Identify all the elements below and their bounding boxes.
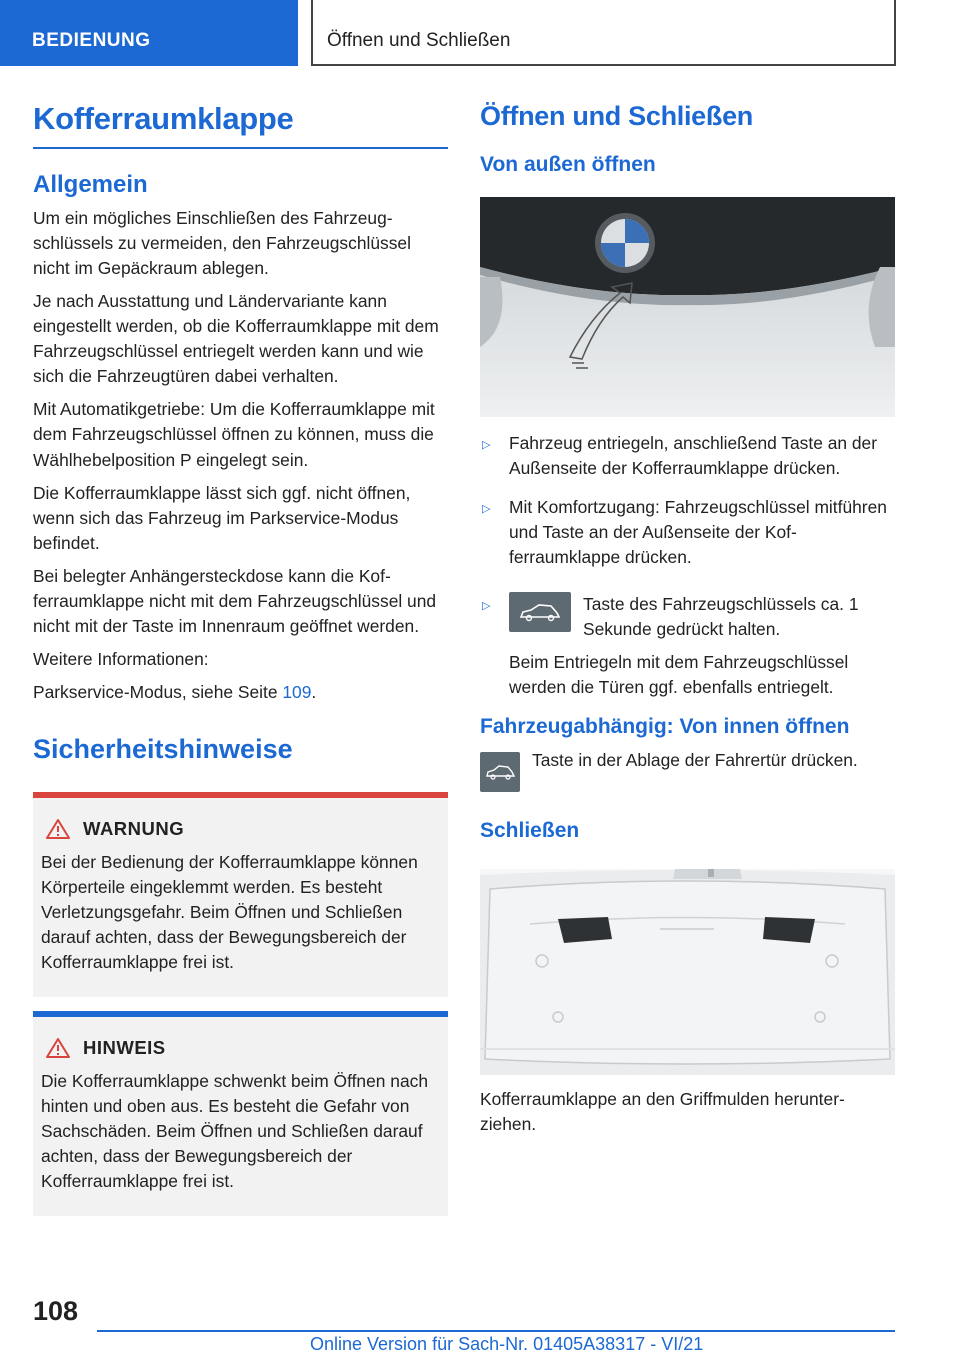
notice-text: Die Kofferraumklappe schwenkt beim Öffnen nach hinten und oben aus. Es besteht die Gefahr von Sachschäden. Beim Öffnen und Schließen darauf achten, dass der Bewegungsbereich der Kofferraumklappe frei ist. — [41, 1070, 428, 1192]
warning-triangle-icon — [45, 1037, 71, 1059]
paragraph: Mit Automatikgetriebe: Um die Kofferraumklappe mit dem Fahrzeugschlüssel öffnen zu können, muss die Wählhebelposition P eingelegt sein. — [33, 399, 435, 470]
warning-triangle-icon — [45, 818, 71, 840]
list-item — [480, 592, 895, 700]
warning-title: WARNUNG — [83, 817, 185, 839]
trunk-key-icon — [509, 592, 571, 632]
page-link[interactable]: 109 — [282, 682, 312, 703]
notice-box — [33, 1011, 448, 1216]
inside-heading: Fahrzeugabhängig: Von innen öffnen — [480, 715, 850, 739]
trunk-button-photo — [480, 197, 895, 417]
list-item — [480, 495, 895, 570]
list-item-text: Mit Komfortzugang: Fahrzeugschlüssel mitführen und Taste an der Außenseite der Kofferraumklappe drücken. — [509, 496, 887, 567]
key-row — [509, 592, 895, 642]
triangle-bullet-icon: ▷ — [482, 599, 491, 612]
section-tab[interactable] — [0, 0, 298, 66]
left-column — [33, 100, 448, 1228]
list-item-text: Fahrzeug entriegeln, anschließend Taste an der Außenseite der Kofferraumklappe drücken. — [509, 432, 878, 478]
page-header — [0, 0, 960, 66]
right-column — [480, 100, 895, 1145]
outside-heading: Von außen öffnen — [480, 153, 656, 177]
page-title: Kofferraumklappe — [33, 100, 448, 149]
trunk-button-icon — [480, 752, 520, 792]
section-label: BEDIENUNG — [32, 30, 151, 51]
triangle-bullet-icon: ▷ — [482, 438, 491, 451]
notice-title: HINWEIS — [83, 1036, 166, 1058]
page-number: 108 — [33, 1296, 79, 1326]
warning-box — [33, 792, 448, 997]
warning-title-row — [41, 818, 440, 840]
reference — [33, 680, 448, 705]
reference-end: . — [311, 682, 317, 703]
footer-divider — [97, 1330, 895, 1332]
paragraph: Um ein mögliches Einschließen des Fahrzeugschlüssels zu vermeiden, den Fahrzeugschlüssel nicht im Gepäckraum ablegen. — [33, 207, 411, 279]
general-heading: Allgemein — [33, 171, 148, 199]
close-heading: Schließen — [480, 819, 580, 843]
reference-text: Parkservice-Modus, siehe Seite — [33, 682, 283, 703]
notice-title-row — [41, 1037, 440, 1059]
footer-text: Online Version für Sach-Nr. 01405A38317 - VI/21 — [310, 1334, 704, 1354]
safety-heading: Sicherheitshinweise — [33, 734, 293, 765]
inside-text: Taste in der Ablage der Fahrertür drücken. — [532, 750, 858, 771]
inside-row — [480, 752, 895, 792]
warning-text: Bei der Bedienung der Kofferraumklappe können Körperteile eingeklemmt werden. Es besteht Verletzungsgefahr. Beim Öffnen und Schließen darauf achten, dass der Bewegungsbereich der Kofferraumklappe frei ist. — [41, 851, 418, 972]
chapter-label: Öffnen und Schließen — [327, 30, 511, 51]
paragraph: Weitere Informationen: — [33, 648, 209, 669]
paragraph: Je nach Ausstattung und Ländervariante kann eingestellt werden, ob die Kofferraumklappe mit dem Fahrzeugschlüssel entriegelt werden kann und wie sich die Fahrzeugtüren dabei verhalten. — [33, 291, 439, 387]
trunk-interior-photo — [480, 869, 895, 1075]
key-bullet-note: Beim Entriegeln mit dem Fahrzeugschlüssel werden die Türen ggf. ebenfalls entriegelt. — [509, 652, 849, 698]
triangle-bullet-icon: ▷ — [482, 502, 491, 515]
close-text: Kofferraumklappe an den Griffmulden herunterziehen. — [480, 1088, 845, 1134]
chapter-box — [311, 0, 896, 66]
list-item — [480, 431, 895, 481]
opening-steps — [480, 431, 895, 701]
paragraph: Die Kofferraumklappe lässt sich ggf. nicht öffnen, wenn sich das Fahrzeug im Parkservice-Modus befindet. — [33, 482, 411, 553]
section-title: Öffnen und Schließen — [480, 101, 754, 131]
paragraph: Bei belegter Anhängersteckdose kann die Kofferraumklappe nicht mit dem Fahrzeugschlüssel und nicht mit der Taste im Innenraum geöffnet werden. — [33, 565, 437, 636]
key-bullet-text: Taste des Fahrzeugschlüssels ca. 1 Sekunde gedrückt halten. — [583, 593, 859, 640]
